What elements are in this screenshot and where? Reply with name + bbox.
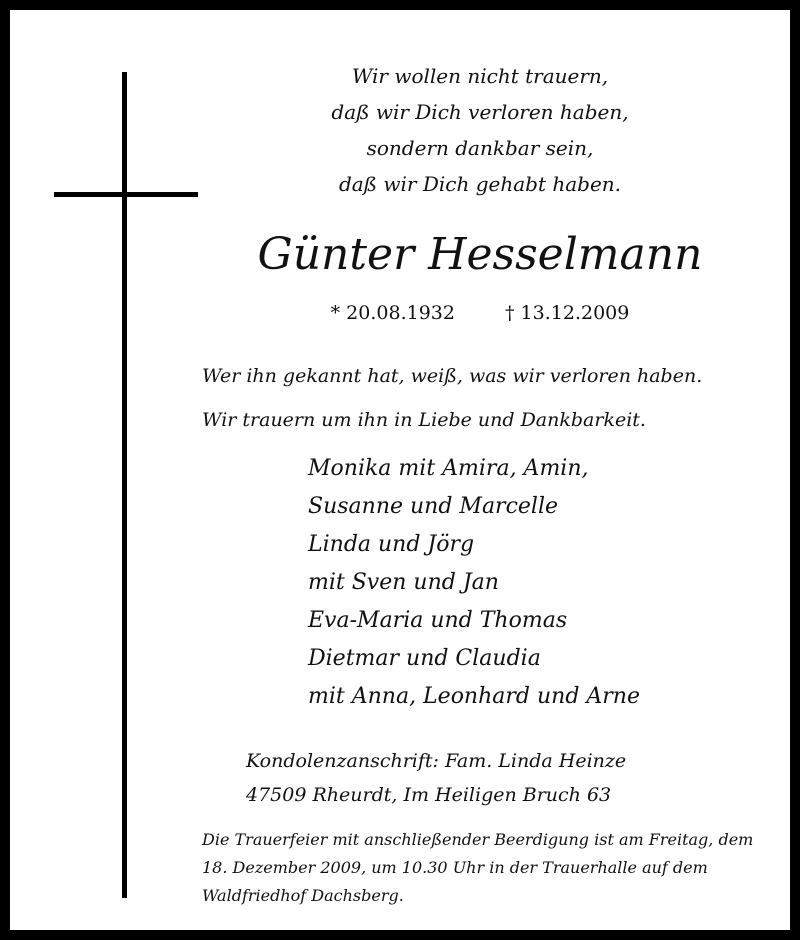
family-line: Linda und Jörg <box>308 532 475 557</box>
family-line: Susanne und Marcelle <box>308 494 559 519</box>
service-line: 18. Dezember 2009, um 10.30 Uhr in der Trauerhalle auf dem <box>202 858 708 877</box>
life-dates <box>210 302 750 324</box>
cross-horizontal-bar <box>54 192 198 197</box>
mourning-message <box>202 354 702 442</box>
address-line: Kondolenzanschrift: Fam. Linda Heinze <box>246 750 627 772</box>
family-line: mit Sven und Jan <box>308 570 499 595</box>
message-line: Wir trauern um ihn in Liebe und Dankbarkeit. <box>202 409 646 431</box>
service-line: Waldfriedhof Dachsberg. <box>202 886 404 905</box>
motto-verse <box>260 58 700 202</box>
address-line: 47509 Rheurdt, Im Heiligen Bruch 63 <box>246 784 612 806</box>
message-line: Wer ihn gekannt hat, weiß, was wir verloren haben. <box>202 365 703 387</box>
motto-line: daß wir Dich gehabt haben. <box>338 172 622 196</box>
motto-line: daß wir Dich verloren haben, <box>331 100 629 124</box>
family-line: Dietmar und Claudia <box>308 646 541 671</box>
family-line: Monika mit Amira, Amin, <box>308 456 589 481</box>
funeral-service-notice <box>202 826 762 910</box>
family-list <box>308 450 640 716</box>
motto-line: sondern dankbar sein, <box>366 136 594 160</box>
family-line: Eva-Maria und Thomas <box>308 608 568 633</box>
motto-line: Wir wollen nicht trauern, <box>351 64 609 88</box>
family-line: mit Anna, Leonhard und Arne <box>308 684 640 709</box>
death-date: † 13.12.2009 <box>505 302 630 324</box>
condolence-address <box>246 744 626 812</box>
service-line: Die Trauerfeier mit anschließender Beerdigung ist am Freitag, dem <box>202 830 754 849</box>
deceased-name: Günter Hesselmann <box>257 229 703 280</box>
birth-date: * 20.08.1932 <box>330 302 455 324</box>
